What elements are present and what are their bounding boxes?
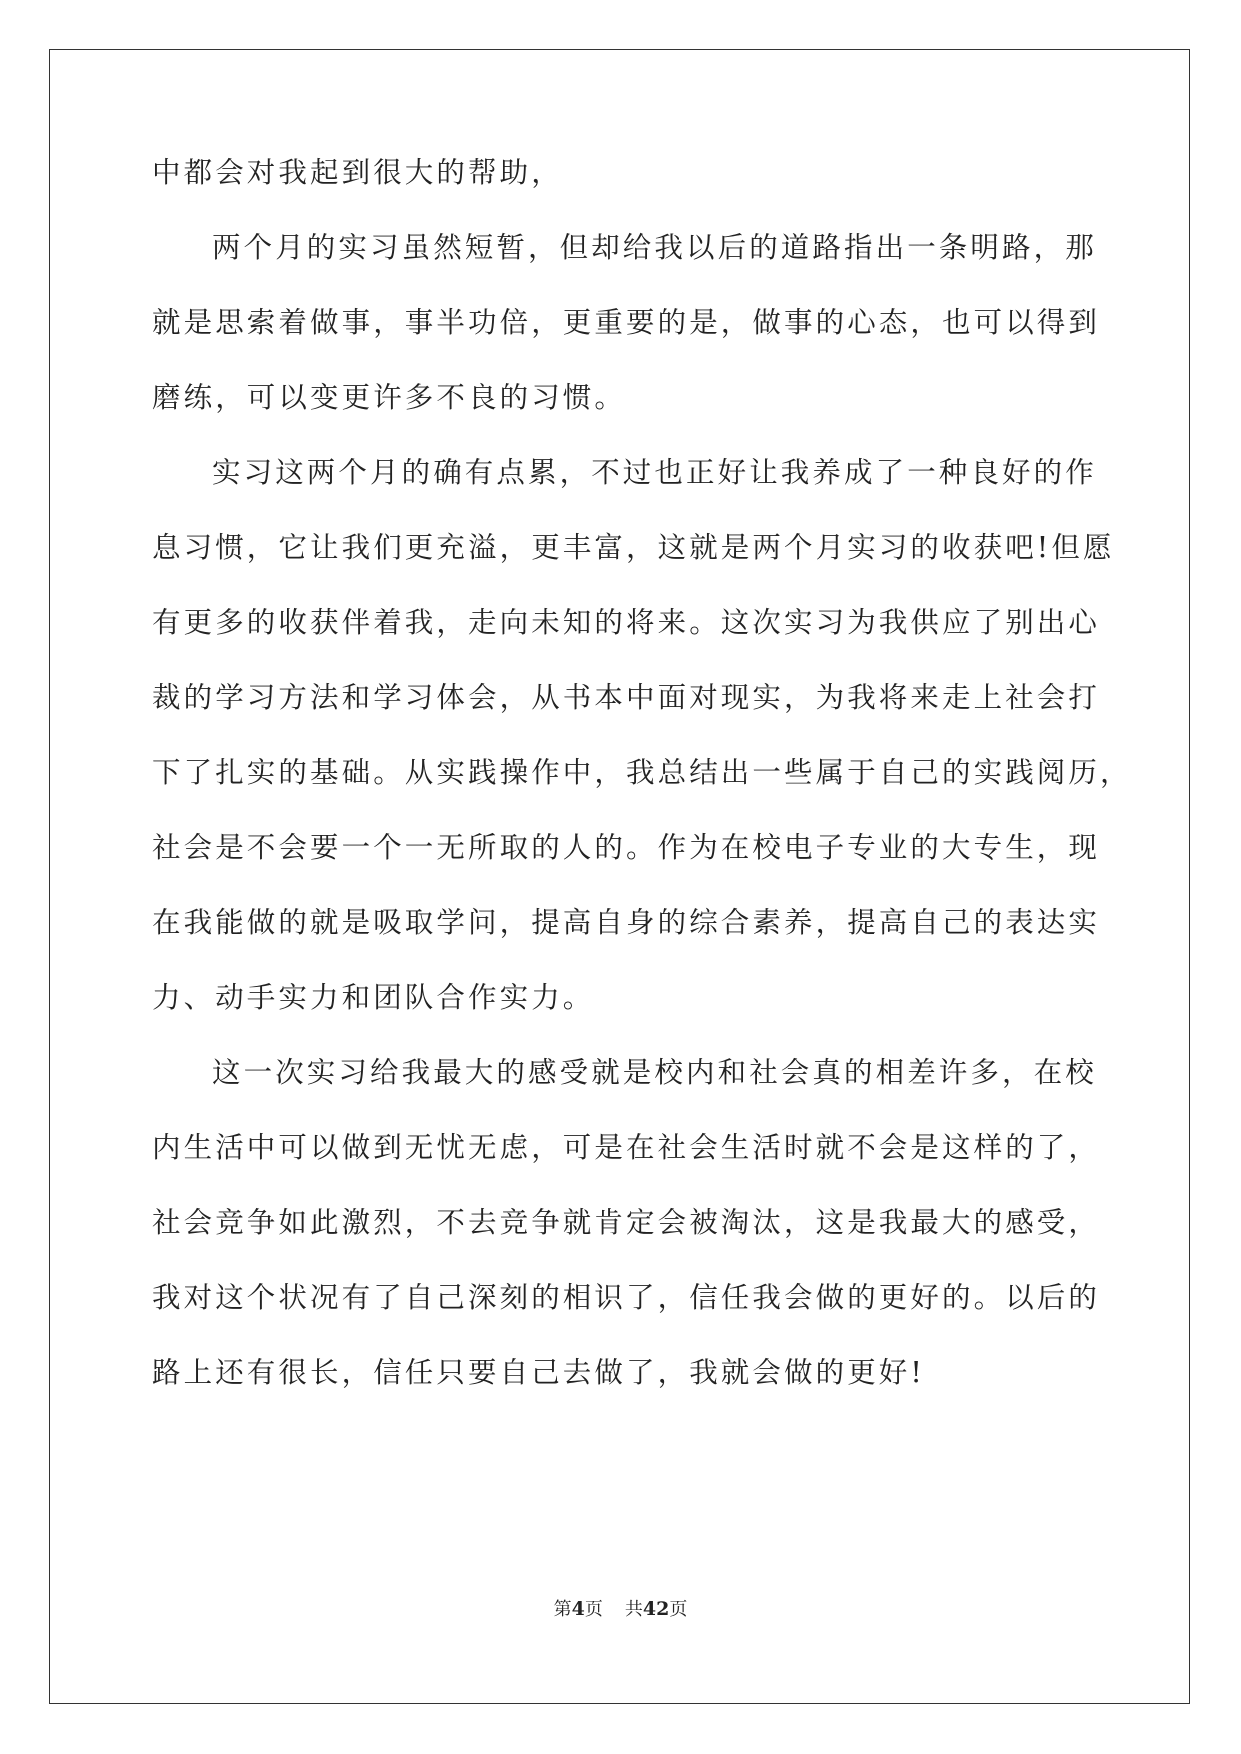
page-suffix: 页 [584,1599,603,1620]
text-line: 我对这个状况有了自己深刻的相识了，信任我会做的更好的。以后的 [152,1281,1101,1314]
page-footer [0,1597,1241,1622]
page-prefix: 第 [553,1599,572,1620]
text-line: 就是思索着做事，事半功倍，更重要的是，做事的心态，也可以得到 [152,306,1101,339]
text-line: 内生活中可以做到无忧无虑，可是在社会生活时就不会是这样的了， [152,1131,1101,1164]
paragraph-first-line: 实习这两个月的确有点累，不过也正好让我养成了一种良好的作 [212,456,1097,489]
text-line: 下了扎实的基础。从实践操作中，我总结出一些属于自己的实践阅历， [152,756,1132,789]
paragraph-first-line: 这一次实习给我最大的感受就是校内和社会真的相差许多，在校 [212,1056,1097,1089]
total-pages: 42 [642,1598,670,1620]
text-line: 路上还有很长，信任只要自己去做了，我就会做的更好! [152,1356,925,1389]
text-line: 中都会对我起到很大的帮助， [152,156,563,189]
paragraph-first-line: 两个月的实习虽然短暂，但却给我以后的道路指出一条明路，那 [212,231,1097,264]
page-number: 4 [571,1598,585,1620]
text-line: 磨练，可以变更许多不良的习惯。 [152,381,627,414]
text-line: 社会是不会要一个一无所取的人的。作为在校电子专业的大专生，现 [152,831,1101,864]
text-line: 社会竞争如此激烈，不去竞争就肯定会被淘汰，这是我最大的感受， [152,1206,1101,1239]
text-line: 在我能做的就是吸取学问，提高自身的综合素养，提高自己的表达实 [152,906,1101,939]
page-border [49,49,1190,1704]
text-line: 力、动手实力和团队合作实力。 [152,981,595,1014]
total-prefix: 共 [624,1599,643,1620]
text-line: 息习惯，它让我们更充溢，更丰富，这就是两个月实习的收获吧!但愿 [152,531,1115,564]
total-suffix: 页 [669,1599,688,1620]
text-line: 裁的学习方法和学习体会，从书本中面对现实，为我将来走上社会打 [152,681,1101,714]
text-line: 有更多的收获伴着我，走向未知的将来。这次实习为我供应了别出心 [152,606,1101,639]
